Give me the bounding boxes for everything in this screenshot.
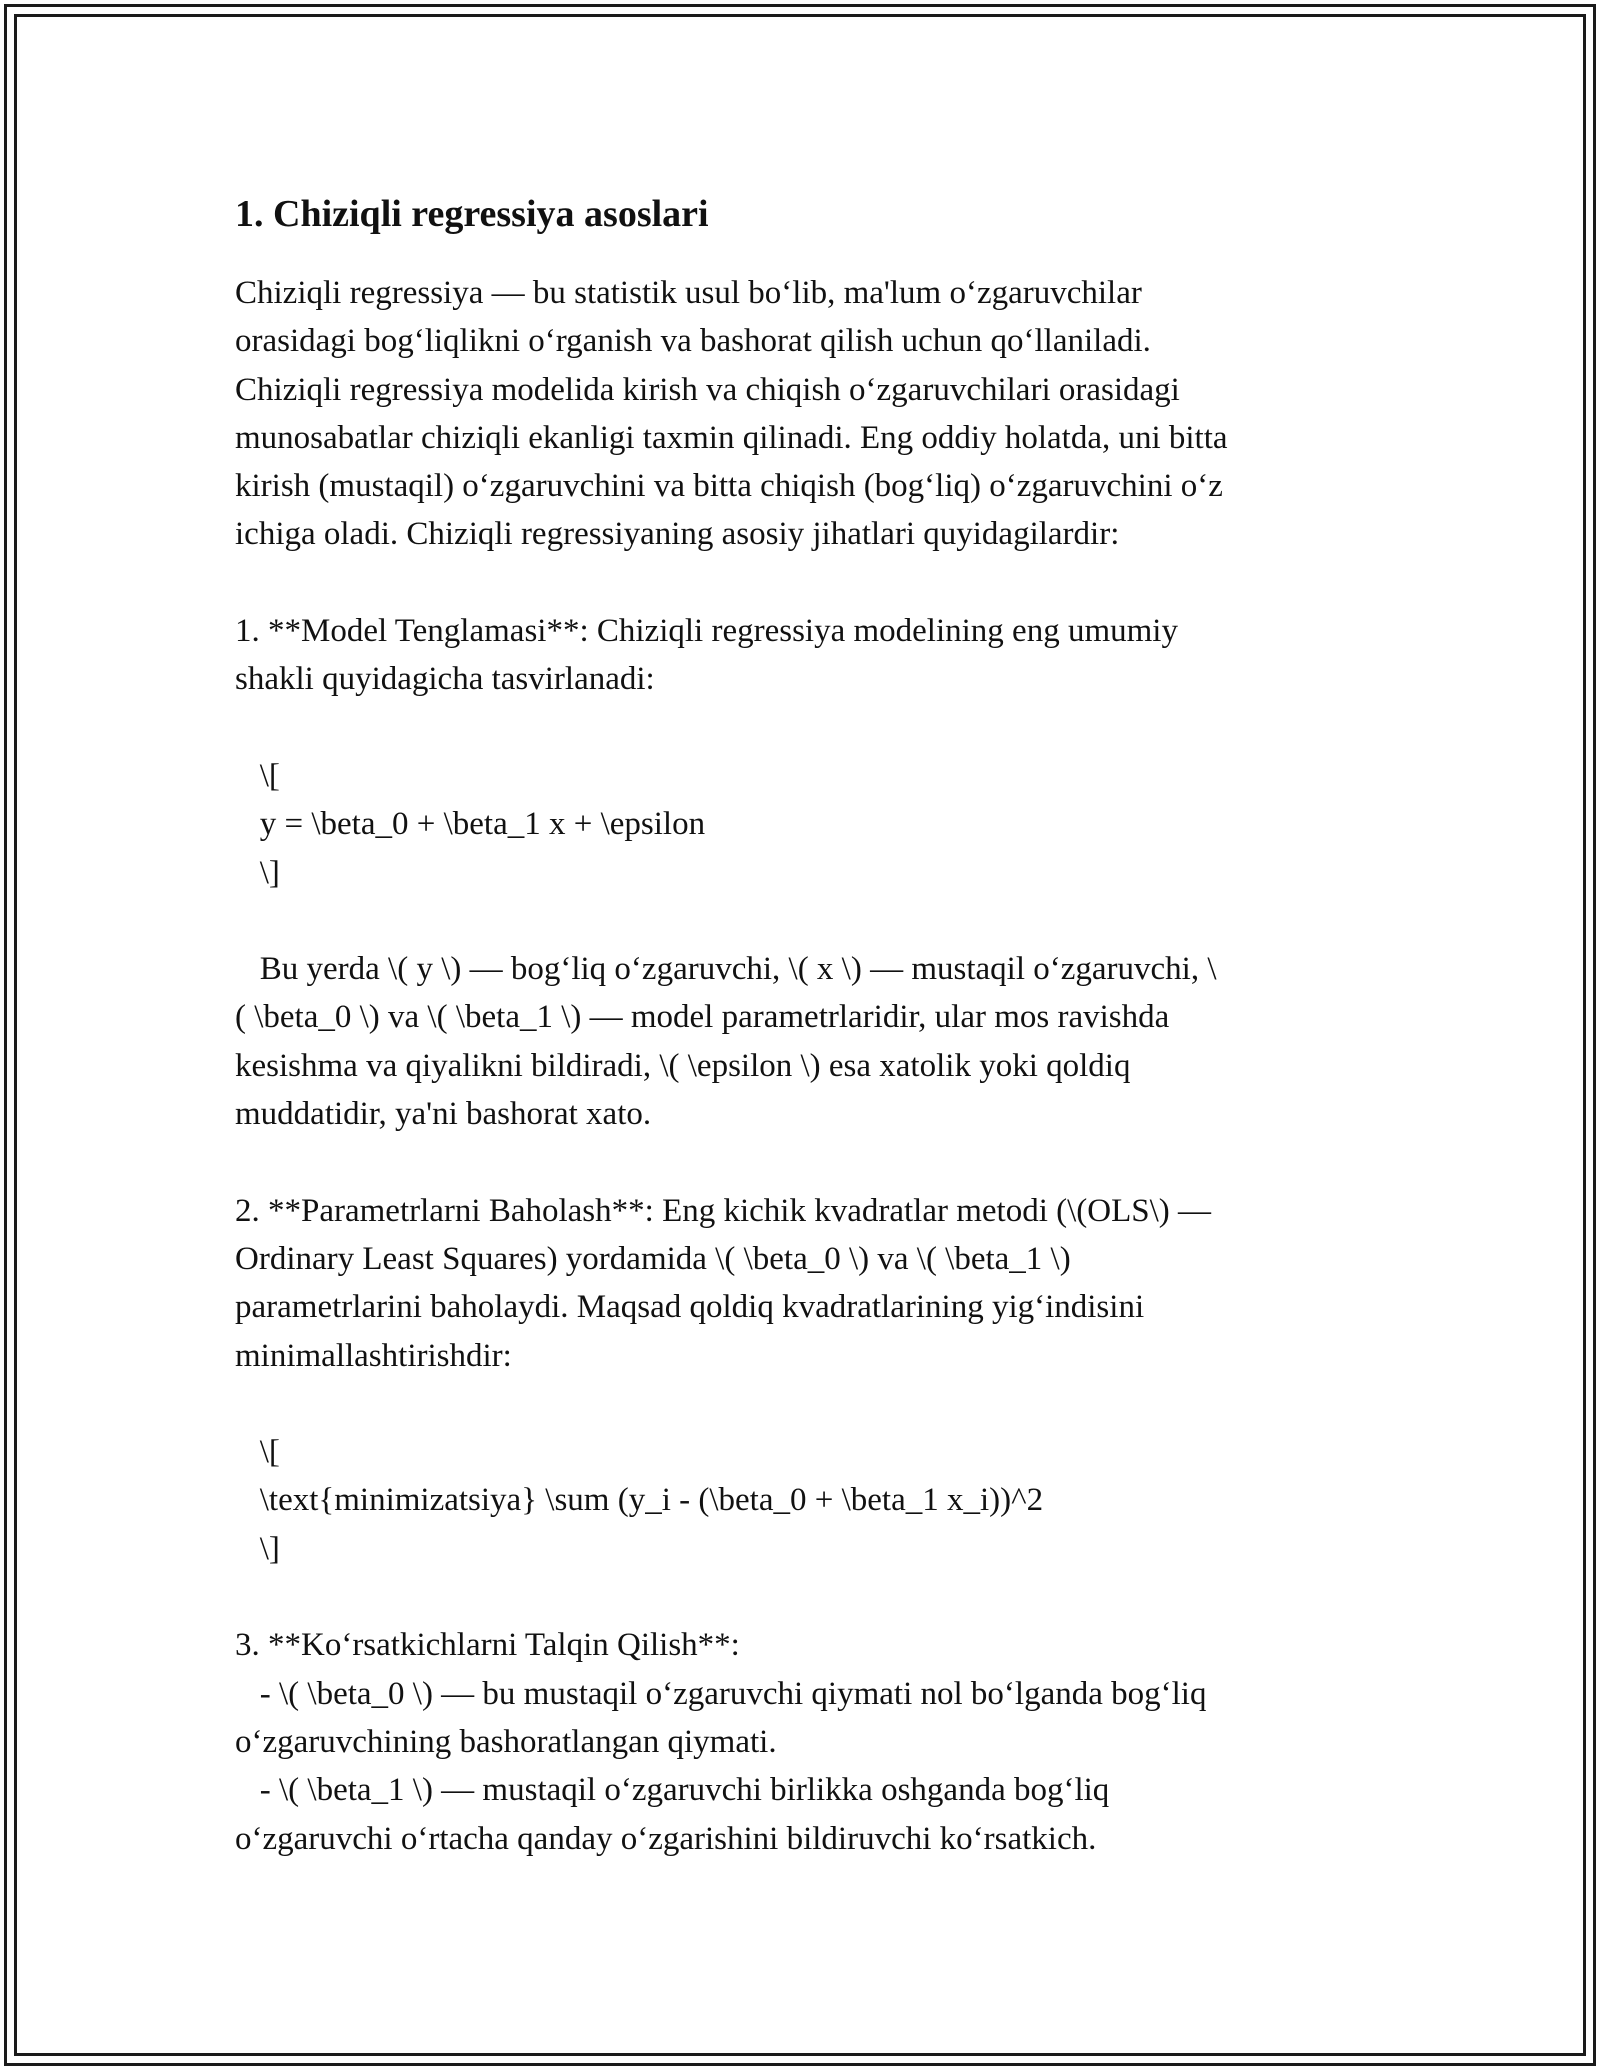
document-content	[235, 185, 1375, 1863]
document-body: Chiziqli regressiya — bu statistik usul bo‘lib, ma'lum o‘zgaruvchilar orasidagi bog‘liqlikni o‘rganish va bashorat qilish uchun qo‘llaniladi. Chiziqli regressiya modelida kirish va chiqish o‘zgaruvchilari orasidagi munosabatlar chiziqli ekanligi taxmin qilinadi. Eng oddiy holatda, uni bitta kirish (mustaqil) o‘zgaruvchini va bitta chiqish (bog‘liq) o‘zgaruvchini o‘z ichiga oladi. Chiziqli regressiyaning asosiy jihatlari quyidagilardir: 1. **Model Tenglamasi**: Chiziqli regressiya modelining eng umumiy shakli quyidagicha tasvirlanadi: \[ y = \beta_0 + \beta_1 x + \epsilon \] Bu yerda \( y \) — bog‘liq o‘zgaruvchi, \( x \) — mustaqil o‘zgaruvchi, \ ( \beta_0 \) va \( \beta_1 \) — model parametrlaridir, ular mos ravishda kesishma va qiyalikni bildiradi, \( \epsilon \) esa xatolik yoki qoldiq muddatidir, ya'ni bashorat xato. 2. **Parametrlarni Baholash**: Eng kichik kvadratlar metodi (\(OLS\) — Ordinary Least Squares) yordamida \( \beta_0 \) va \( \beta_1 \) parametrlarini baholaydi. Maqsad qoldiq kvadratlarining yig‘indisini minimallashtirishdir: \[ \text{minimizatsiya} \sum (y_i - (\beta_0 + \beta_1 x_i))^2 \] 3. **Ko‘rsatkichlarni Talqin Qilish**: - \( \beta_0 \) — bu mustaqil o‘zgaruvchi qiymati nol bo‘lganda bog‘liq o‘zgaruvchining bashoratlangan qiymati. - \( \beta_1 \) — mustaqil o‘zgaruvchi birlikka oshganda bog‘liq o‘zgaruvchi o‘rtacha qanday o‘zgarishini bildiruvchi ko‘rsatkich.	[235, 275, 1228, 1857]
document-title: 1. Chiziqli regressiya asoslari	[235, 193, 709, 235]
